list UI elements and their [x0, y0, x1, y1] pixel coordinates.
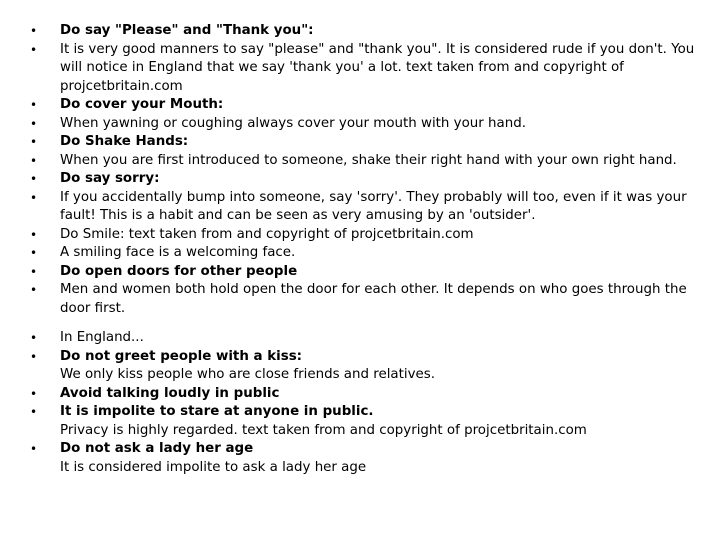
item-subtext: Privacy is highly regarded. text taken from and copyright of projcetbritain.com	[60, 422, 587, 438]
etiquette-do-list	[0, 22, 720, 318]
item-heading: Do say sorry:	[60, 171, 160, 186]
item-text: Men and women both hold open the door for each other. It depends on who goes through the door first.	[60, 282, 687, 316]
item-text: In England...	[60, 330, 144, 345]
item-heading: Do cover your Mouth:	[60, 97, 224, 112]
list-item	[0, 348, 720, 385]
item-text: When you are first introduced to someone, shake their right hand with your own right hand.	[60, 152, 677, 168]
list-item	[0, 440, 720, 477]
item-heading: Do open doors for other people	[60, 263, 298, 279]
item-text: It is very good manners to say "please" and "thank you". It is considered rude if you don't. You will notice in England that we say 'thank you' a lot. text taken from and copyright of projcetbritain.com	[60, 41, 695, 94]
list-item	[0, 329, 720, 348]
list-item	[0, 226, 720, 245]
list-item	[0, 281, 720, 318]
list-item	[0, 22, 720, 41]
list-item	[0, 263, 720, 282]
list-item	[0, 133, 720, 152]
list-item	[0, 96, 720, 115]
item-subtext: It is considered impolite to ask a lady her age	[60, 459, 367, 475]
list-item	[0, 41, 720, 97]
item-heading: Do not ask a lady her age	[60, 441, 254, 456]
list-item	[0, 189, 720, 226]
item-heading: Do not greet people with a kiss:	[60, 348, 303, 364]
item-heading: It is impolite to stare at anyone in public.	[60, 404, 374, 419]
item-heading: Avoid talking loudly in public	[60, 385, 280, 401]
item-subtext: We only kiss people who are close friends and relatives.	[60, 367, 435, 382]
list-item	[0, 403, 720, 440]
list-item	[0, 152, 720, 171]
list-item	[0, 170, 720, 189]
etiquette-dont-list	[0, 329, 720, 477]
item-heading: Do say "Please" and "Thank you":	[60, 23, 314, 38]
list-item	[0, 115, 720, 134]
item-text: If you accidentally bump into someone, say 'sorry'. They probably will too, even if it was your fault! This is a habit and can be seen as very amusing by an 'outsider'.	[60, 189, 687, 223]
list-item	[0, 385, 720, 404]
item-heading: Do Shake Hands:	[60, 134, 189, 149]
item-text: A smiling face is a welcoming face.	[60, 245, 296, 260]
item-text: Do Smile: text taken from and copyright of projcetbritain.com	[60, 226, 474, 242]
item-text: When yawning or coughing always cover your mouth with your hand.	[60, 115, 526, 131]
list-item	[0, 244, 720, 263]
